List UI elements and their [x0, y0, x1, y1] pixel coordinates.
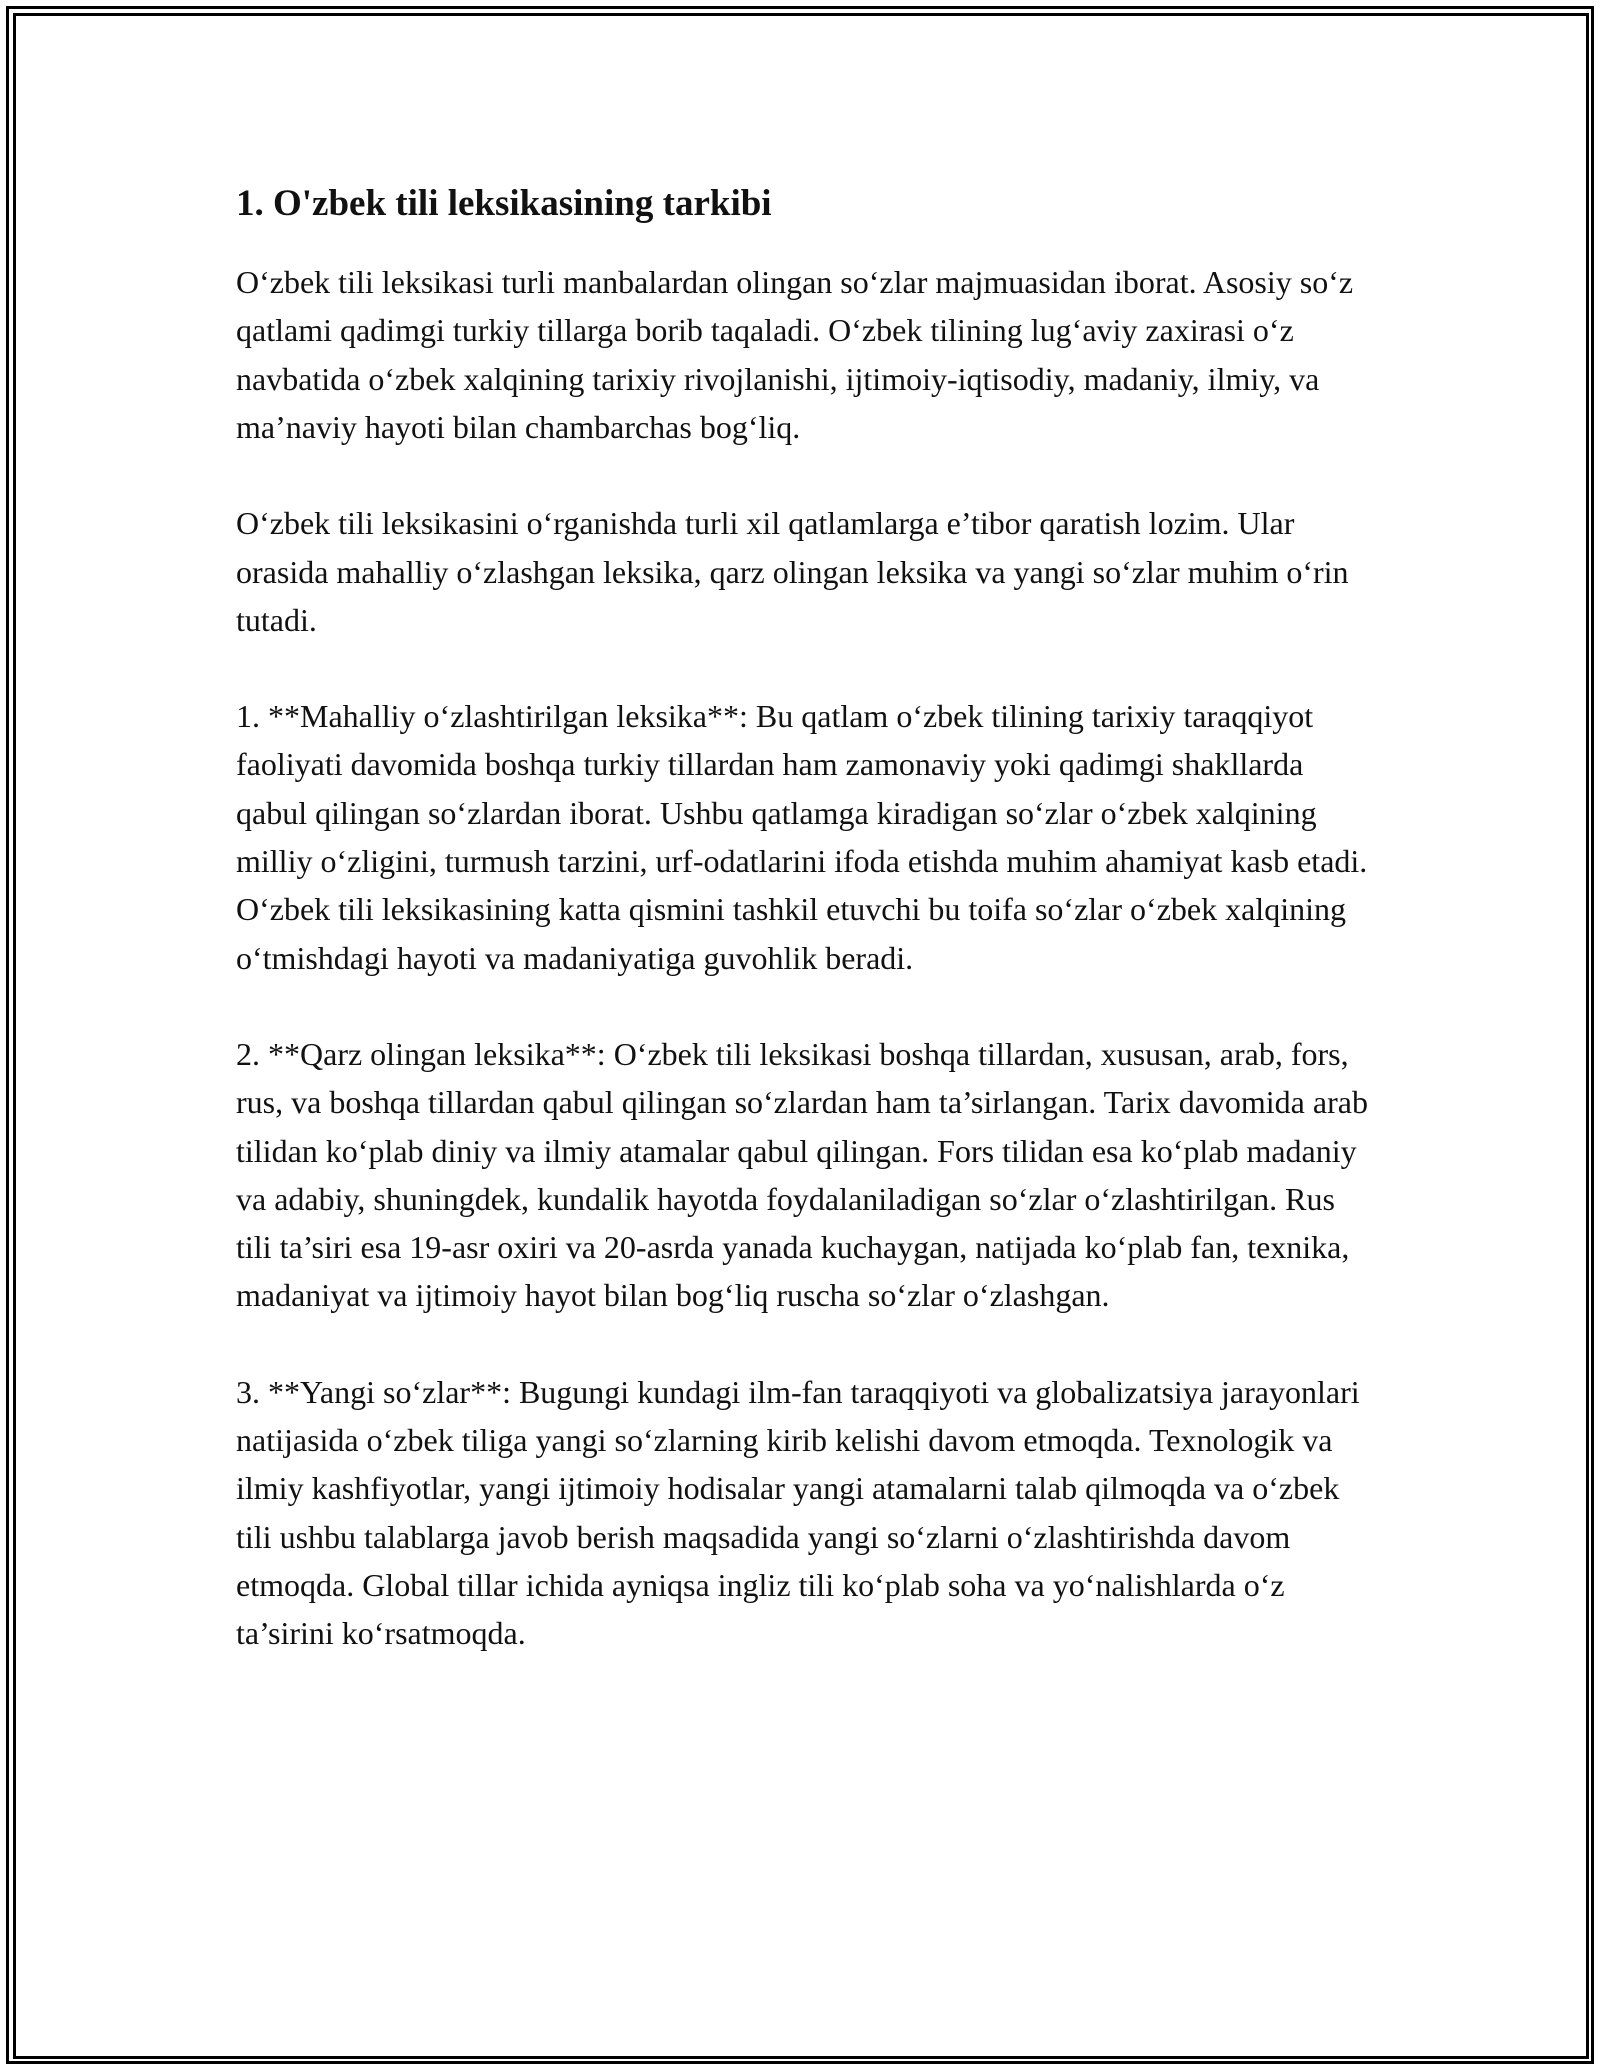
layers-paragraph: O‘zbek tili leksikasini o‘rganishda turli xil qatlamlarga e’tibor qaratish lozim. Ular orasida mahalliy o‘zlashgan leksika, qarz olingan leksika va yangi so‘zlar muhim o‘rin tutadi. [236, 505, 1349, 638]
new-words-paragraph: 3. **Yangi so‘zlar**: Bugungi kundagi ilm-fan taraqqiyoti va globalizatsiya jarayonlari natijasida o‘zbek tiliga yangi so‘zlarning kirib kelishi davom etmoqda. Texnologik va ilmiy kashfiyotlar, yangi ijtimoiy hodisalar yangi atamalarni talab qilmoqda va o‘zbek tili ushbu talablarga javob berish maqsadida yangi so‘zlarni o‘zlashtirishda davom etmoqda. Global tillar ichida ayniqsa ingliz tili ko‘plab soha va yo‘nalishlarda o‘z ta’sirini ko‘rsatmoqda. [236, 1373, 1360, 1652]
local-lexicon-paragraph: 1. **Mahalliy o‘zlashtirilgan leksika**: Bu qatlam o‘zbek tilining tarixiy taraqqiyot faoliyati davomida boshqa turkiy tillardan ham zamonaviy yoki qadimgi shakllarda qabul qilingan so‘zlardan iborat. Ushbu qatlamga kiradigan so‘zlar o‘zbek xalqining milliy o‘zligini, turmush tarzini, urf-odatlarini ifoda etishda muhim ahamiyat kasb etadi. O‘zbek tili leksikasining katta qismini tashkil etuvchi bu toifa so‘zlar o‘zbek xalqining o‘tmishdagi hayoti va madaniyatiga guvohlik beradi. [236, 698, 1368, 976]
intro-paragraph: O‘zbek tili leksikasi turli manbalardan olingan so‘zlar majmuasidan iborat. Asosiy so‘z qatlami qadimgi turkiy tillarga borib taqaladi. O‘zbek tilining lug‘aviy zaxirasi o‘z navbatida o‘zbek xalqining tarixiy rivojlanishi, ijtimoiy-iqtisodiy, madaniy, ilmiy, va ma’naviy hayoti bilan chambarchas bog‘liq. [236, 264, 1354, 445]
document-page [236, 180, 1376, 1706]
borrowed-lexicon-paragraph: 2. **Qarz olingan leksika**: O‘zbek tili leksikasi boshqa tillardan, xususan, arab, fors, rus, va boshqa tillardan qabul qilingan so‘zlardan ham ta’sirlangan. Tarix davomida arab tilidan ko‘plab diniy va ilmiy atamalar qabul qilingan. Fors tilidan esa ko‘plab madaniy va adabiy, shuningdek, kundalik hayotda foydalaniladigan so‘zlar o‘zlashtirilgan. Rus tili ta’siri esa 19-asr oxiri va 20-asrda yanada kuchaygan, natijada ko‘plab fan, texnika, madaniyat va ijtimoiy hayot bilan bog‘liq ruscha so‘zlar o‘zlashgan. [236, 1035, 1368, 1314]
document-title: 1. O'zbek tili leksikasining tarkibi [236, 183, 772, 224]
